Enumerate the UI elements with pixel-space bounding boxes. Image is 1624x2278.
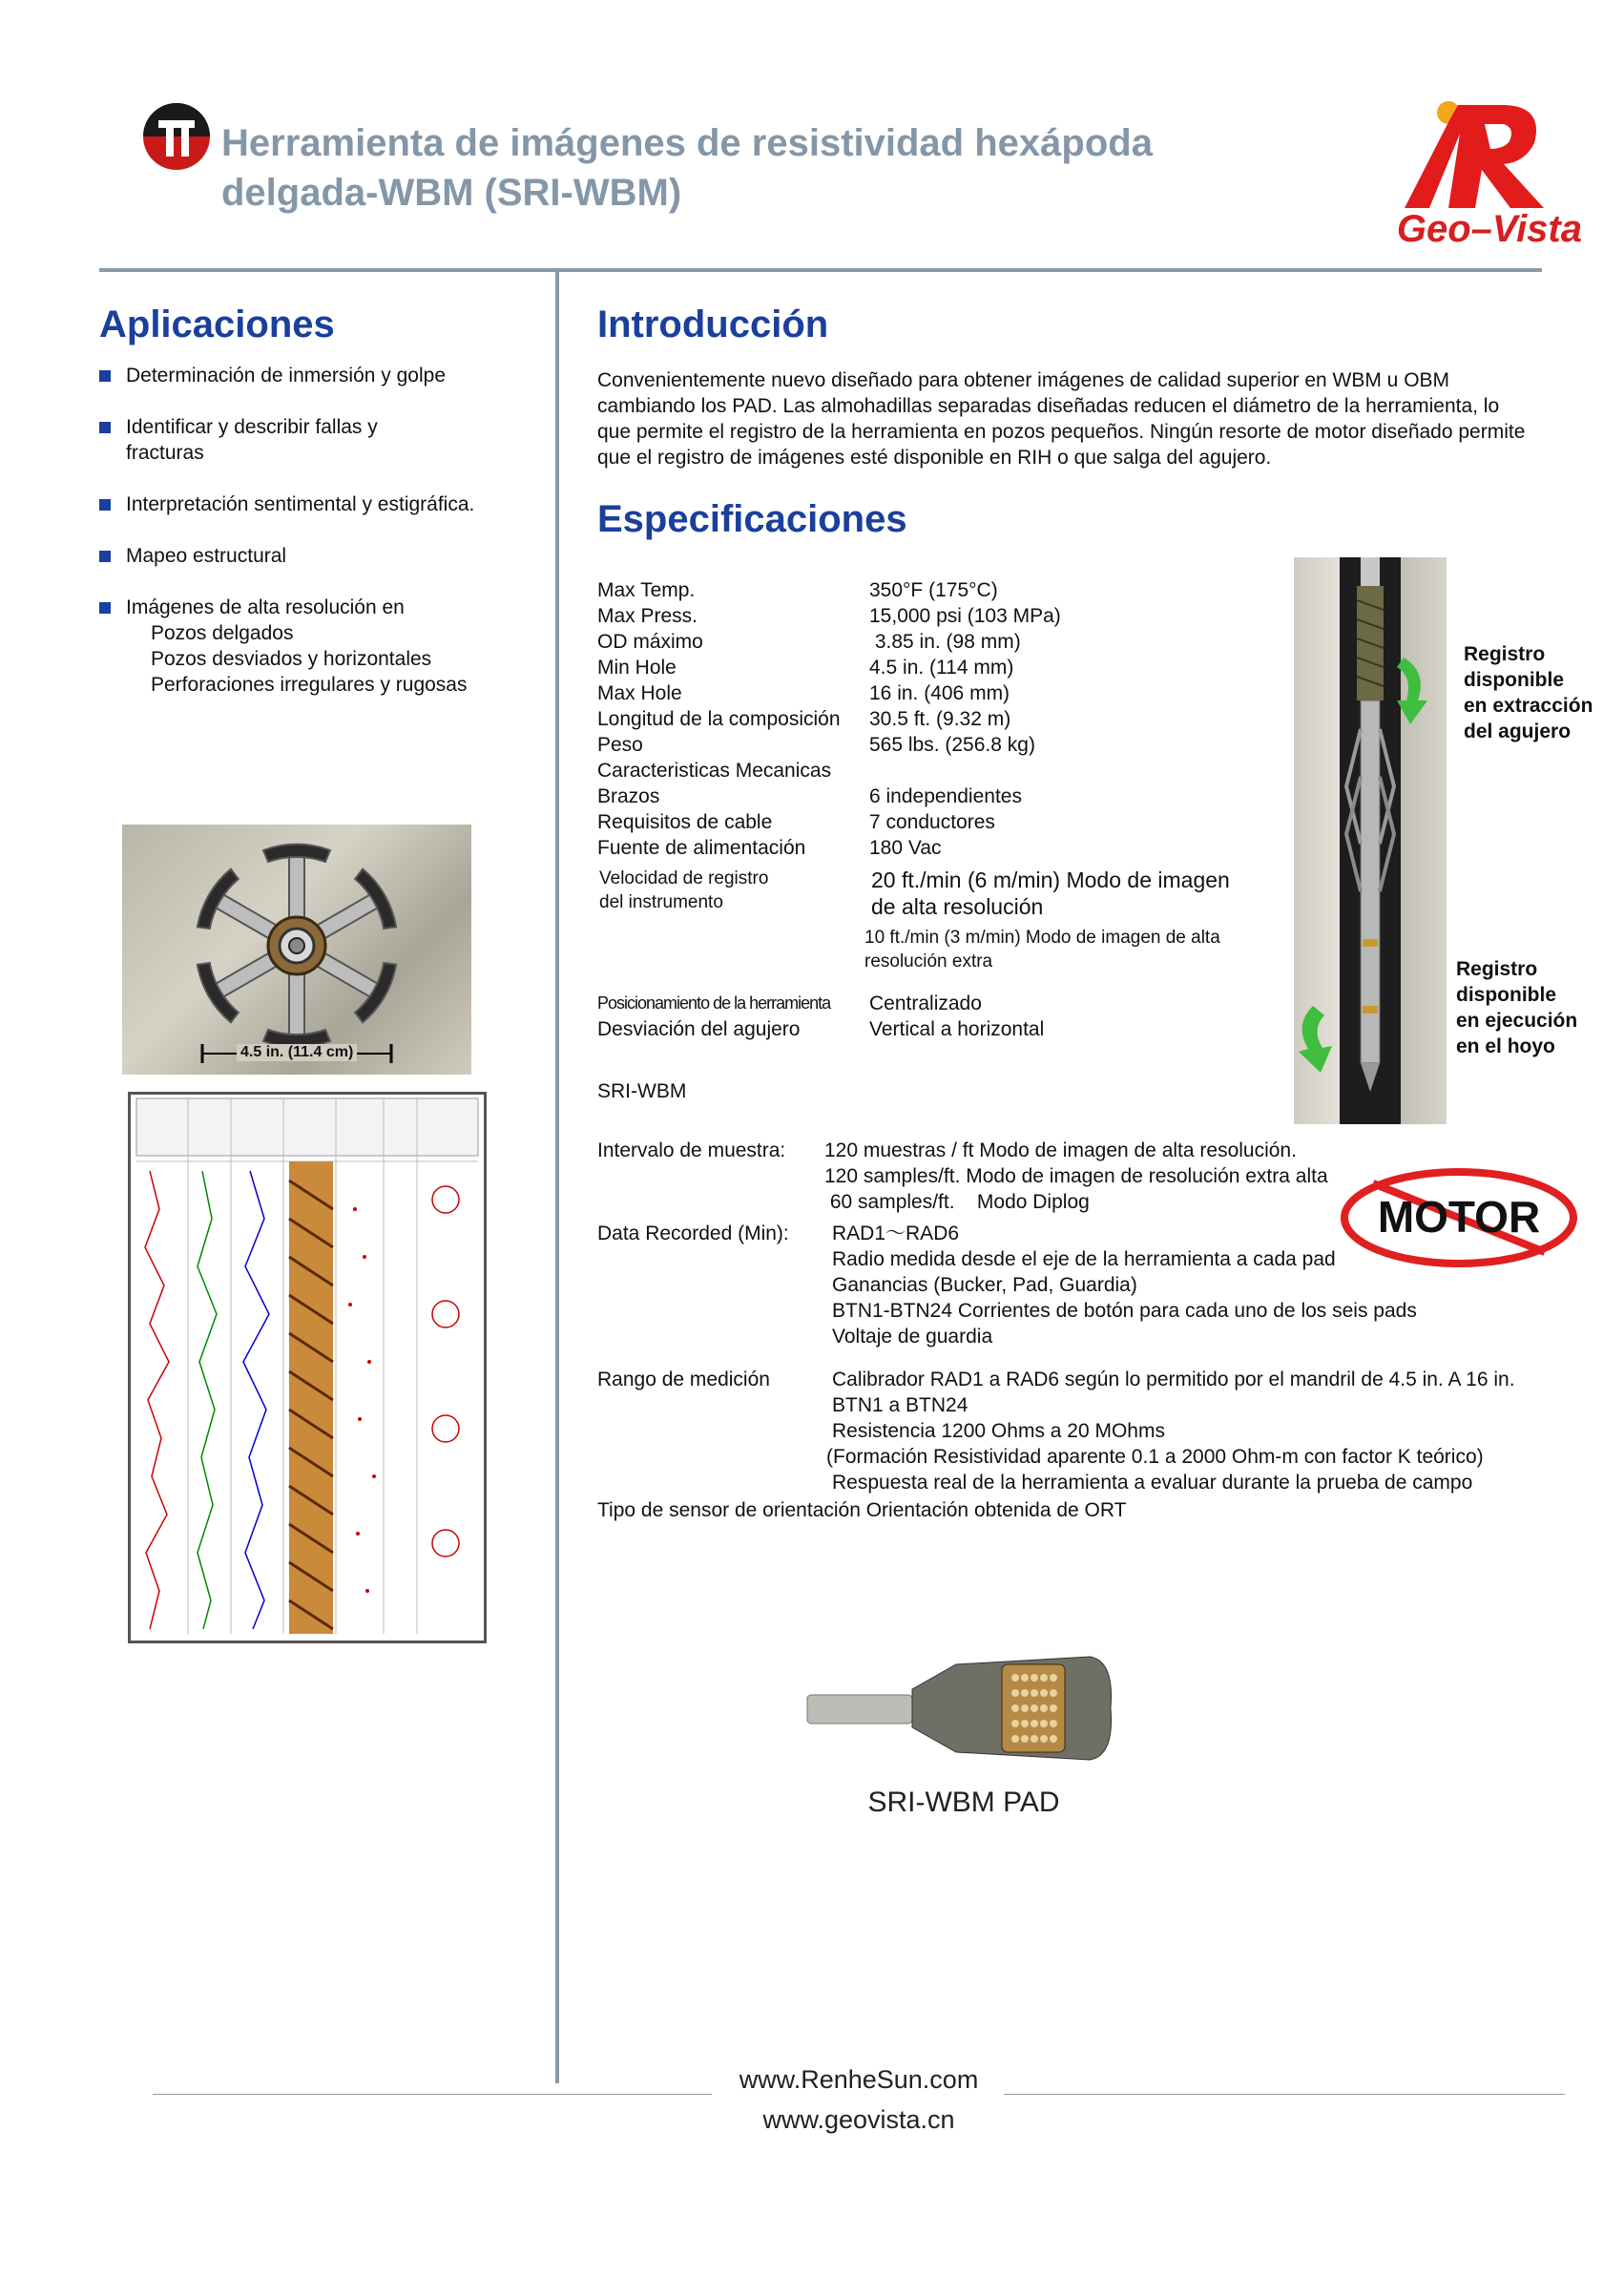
bullet-square-icon — [99, 422, 111, 433]
list-item: Interpretación sentimental y estigráfica. — [99, 491, 538, 517]
bullet-square-icon — [99, 370, 111, 382]
applications-list — [99, 363, 538, 723]
pad-image — [803, 1651, 1114, 1766]
pad-caption: SRI-WBM PAD — [867, 1787, 1060, 1818]
tool-diameter-label: 4.5 in. (11.4 cm) — [237, 1044, 357, 1061]
spec-row: Max Hole 16 in. (406 mm) — [597, 682, 1010, 704]
footer-link-geovista[interactable]: www.geovista.cn — [762, 2105, 955, 2134]
spec-row: Caracteristicas Mecanicas — [597, 760, 832, 782]
spec-row-speed: Velocidad de registro del instrumento 20 ft./min (6 m/min) Modo de imagen de alta resolución — [599, 867, 1230, 919]
spec-row: Requisitos de cable 7 conductores — [597, 811, 995, 833]
data-recorded: Data Recorded (Min): RAD1～RAD6 Radio medida desde el eje de la herramienta a cada pad Ganancias (Bucker, Pad, Guardia) BTN1-BTN24 Corrientes de botón para cada uno de los seis pads Voltaje de guardia — [597, 1223, 1417, 1348]
spec-row: Fuente de alimentación 180 Vac — [597, 837, 942, 859]
label-pulling-out: Registro disponible en extracción del agujero — [1464, 643, 1593, 742]
tool-borehole-image — [1294, 557, 1447, 1124]
intro-heading: Introducción — [597, 303, 829, 345]
spec-row: Longitud de la composición 30.5 ft. (9.32 m) — [597, 708, 1011, 730]
tool-cross-section-image — [122, 825, 471, 1075]
intro-text: Convenientemente nuevo diseñado para obtener imágenes de calidad superior en WBM u OBM cambiando los PAD. Las almohadillas separadas diseñadas reducen el diámetro de la herramienta, lo que permite el registro de la herramienta en pozos pequeños. Ningún resorte de motor diseñado permite que el registro de imágenes esté disponible en RIH o que salga del agujero. — [597, 369, 1526, 469]
no-motor-icon — [1340, 1166, 1578, 1269]
column-divider — [555, 270, 559, 2083]
spec-row: Max Temp. 350°F (175°C) — [597, 579, 998, 601]
header-divider — [99, 268, 1542, 272]
geovista-logo — [1343, 95, 1582, 258]
bullet-square-icon — [99, 602, 111, 614]
list-item: Mapeo estructural — [99, 543, 538, 569]
applications-heading: Aplicaciones — [99, 303, 335, 345]
page-title — [221, 118, 1271, 218]
specs-heading: Especificaciones — [597, 498, 907, 540]
sample-interval: Intervalo de muestra: 120 muestras / ft Modo de imagen de alta resolución. 120 samples/ft. Modo de imagen de resolución extra alta 60 samples/ft. Modo Diplog — [597, 1139, 1328, 1213]
geovista-logo-text: Geo–Vista — [1396, 208, 1582, 250]
bullet-square-icon — [99, 551, 111, 562]
resistivity-log-image — [128, 1092, 487, 1643]
list-item: Identificar y describir fallas y fracturas — [99, 414, 538, 466]
title-line-1: Herramienta de imágenes de resistividad hexápoda — [221, 122, 1153, 164]
spec-row: Brazos 6 independientes — [597, 785, 1022, 807]
model-label: SRI-WBM — [597, 1080, 687, 1102]
measurement-range: Rango de medición Calibrador RAD1 a RAD6 según lo permitido por el mandril de 4.5 in. A 16 in. BTN1 a BTN24 Resistencia 1200 Ohms a 20 MOhms (Formación Resistividad aparente 0.1 a 2000 Ohm-m con factor K teórico) Respuesta real de la herramienta a evaluar durante la prueba de campo Tipo de sensor de orientación Orientación obtenida de ORT — [597, 1369, 1515, 1521]
label-running-in: Registro disponible en ejecución en el hoyo — [1456, 958, 1578, 1057]
renhesun-logo — [141, 101, 212, 172]
spec-row: Desviación del agujero Vertical a horizontal — [597, 1018, 1045, 1040]
specs-table — [597, 577, 1230, 1042]
spec-row: Min Hole 4.5 in. (114 mm) — [597, 657, 1014, 679]
footer-link-renhesun[interactable]: www.RenheSun.com — [739, 2065, 979, 2094]
spec-row-speed-extra: 10 ft./min (3 m/min) Modo de imagen de alta resolución extra — [864, 928, 1220, 972]
list-item: Determinación de inmersión y golpe — [99, 363, 538, 388]
list-item: Imágenes de alta resolución en Pozos delgados Pozos desviados y horizontales Perforaciones irregulares y rugosas — [99, 595, 538, 698]
spec-row: OD máximo 3.85 in. (98 mm) — [597, 631, 1021, 653]
title-line-2: delgada-WBM (SRI-WBM) — [221, 172, 682, 214]
spec-row: Max Press. 15,000 psi (103 MPa) — [597, 605, 1061, 627]
bullet-square-icon — [99, 499, 111, 511]
motor-label: MOTOR — [1377, 1192, 1541, 1242]
spec-row: Posicionamiento de la herramienta Centralizado — [597, 993, 982, 1014]
spec-row: Peso 565 lbs. (256.8 kg) — [597, 734, 1035, 756]
